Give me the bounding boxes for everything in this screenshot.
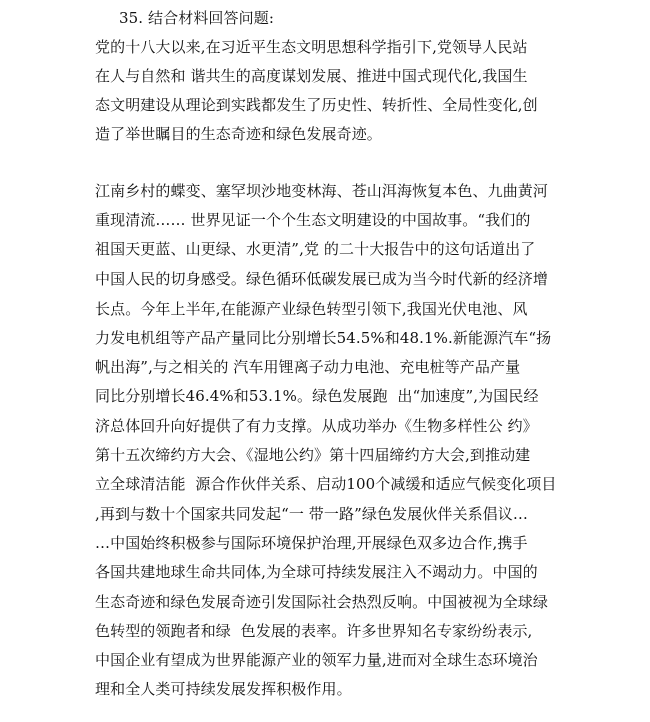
paragraph2-line: 理和全人类可持续发展发挥积极作用。 — [95, 680, 352, 698]
paragraph2-line: 各国共建地球生命共同体,为全球可持续发展注入不竭动力。中国的 — [95, 563, 538, 581]
paragraph2-line: 立全球清洁能 源合作伙伴关系、启动100个减缓和适应气候变化项目 — [95, 475, 557, 493]
paragraph2-line: 长点。今年上半年,在能源产业绿色转型引领下,我国光伏电池、风 — [95, 300, 528, 318]
paragraph2-line: 济总体回升向好提供了有力支撑。从成功举办《生物多样性公 约》 — [95, 417, 538, 435]
paragraph2-line: 帆出海”,与之相关的 汽车用锂离子动力电池、充电桩等产品产量 — [95, 358, 521, 376]
paragraph1-line: 在人与自然和 谐共生的高度谋划发展、推进中国式现代化,我国生 — [95, 67, 528, 85]
paragraph2-line: 第十五次缔约方大会、《湿地公约》第十四届缔约方大会,到推动建 — [95, 446, 531, 464]
paragraph2-line: 色转型的领跑者和绿 色发展的表率。许多世界知名专家纷纷表示, — [95, 622, 533, 640]
paragraph2-line: 重现清流…… 世界见证一个个生态文明建设的中国故事。“我们的 — [95, 211, 531, 229]
paragraph2-line: ,再到与数十个国家共同发起“一 带一路”绿色发展伙伴关系倡议… — [95, 505, 528, 523]
paragraph1-line: 造了举世瞩目的生态奇迹和绿色发展奇迹。 — [95, 125, 382, 143]
paragraph1-line: 党的十八大以来,在习近平生态文明思想科学指引下,党领导人民站 — [95, 38, 528, 56]
paragraph2-line: 同比分别增长46.4%和53.1%。绿色发展跑 出“加速度”,为国民经 — [95, 387, 539, 405]
paragraph2-line: 中国人民的切身感受。绿色循环低碳发展已成为当今时代新的经济增 — [95, 270, 549, 288]
paragraph2-line: …中国始终积极参与国际环境保护治理,开展绿色双多边合作,携手 — [95, 534, 528, 552]
paragraph2-line: 中国企业有望成为世界能源产业的领军力量,进而对全球生态环境治 — [95, 651, 538, 669]
paragraph2-line: 江南乡村的蝶变、塞罕坝沙地变林海、苍山洱海恢复本色、九曲黄河 — [95, 182, 549, 200]
paragraph2-line: 祖国天更蓝、山更绿、水更清”,党 的二十大报告中的这句话道出了 — [95, 240, 536, 258]
question-title: 35. 结合材料回答问题: — [119, 9, 274, 27]
paragraph1-line: 态文明建设从理论到实践都发生了历史性、转折性、全局性变化,创 — [95, 96, 538, 114]
paragraph2-line: 力发电机组等产品产量同比分别增长54.5%和48.1%.新能源汽车“扬 — [95, 329, 552, 347]
paragraph2-line: 生态奇迹和绿色发展奇迹引发国际社会热烈反响。中国被视为全球绿 — [95, 593, 549, 611]
